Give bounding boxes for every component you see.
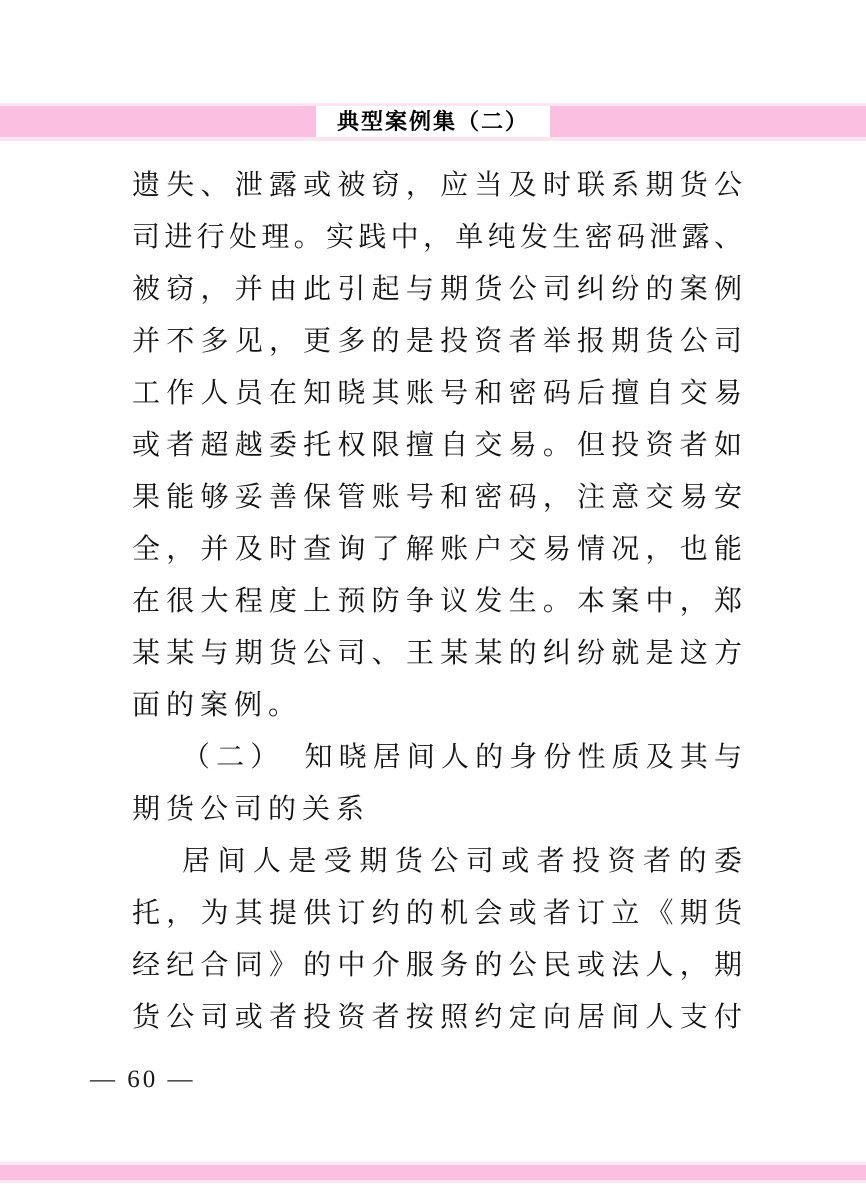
footer-band — [0, 1162, 866, 1183]
text-line: 司进行处理。实践中，单纯发生密码泄露、 — [132, 222, 744, 253]
text-line: 某某与期货公司、王某某的纠纷就是这方 — [132, 638, 744, 669]
header-band-left — [0, 106, 316, 137]
text-line: 被窃，并由此引起与期货公司纠纷的案例 — [132, 274, 744, 305]
text-line: 面的案例。 — [132, 690, 303, 721]
text-line: 全，并及时查询了解账户交易情况，也能 — [132, 534, 744, 565]
text-line: 期货公司的关系 — [132, 794, 371, 825]
page-title: 典型案例集（二） — [316, 106, 550, 137]
text-line: 托，为其提供订约的机会或者订立《期货 — [132, 898, 744, 929]
page-number: — 60 — — [90, 1066, 196, 1093]
text-line: 经纪合同》的中介服务的公民或法人，期 — [132, 950, 744, 981]
header-band — [0, 103, 866, 141]
text-line: 居间人是受期货公司或者投资者的委 — [182, 846, 744, 877]
text-line: 并不多见，更多的是投资者举报期货公司 — [132, 326, 744, 357]
text-line: 工作人员在知晓其账号和密码后擅自交易 — [132, 378, 744, 409]
text-line: 果能够妥善保管账号和密码，注意交易安 — [132, 482, 744, 513]
text-line: 遗失、泄露或被窃，应当及时联系期货公 — [132, 170, 744, 201]
text-line: 在很大程度上预防争议发生。本案中，郑 — [132, 586, 744, 617]
header-band-right — [550, 106, 866, 137]
text-line: 或者超越委托权限擅自交易。但投资者如 — [132, 430, 744, 461]
text-line: 货公司或者投资者按照约定向居间人支付 — [132, 1002, 744, 1033]
text-line: （二） 知晓居间人的身份性质及其与 — [182, 742, 744, 773]
body-text — [132, 160, 744, 1044]
